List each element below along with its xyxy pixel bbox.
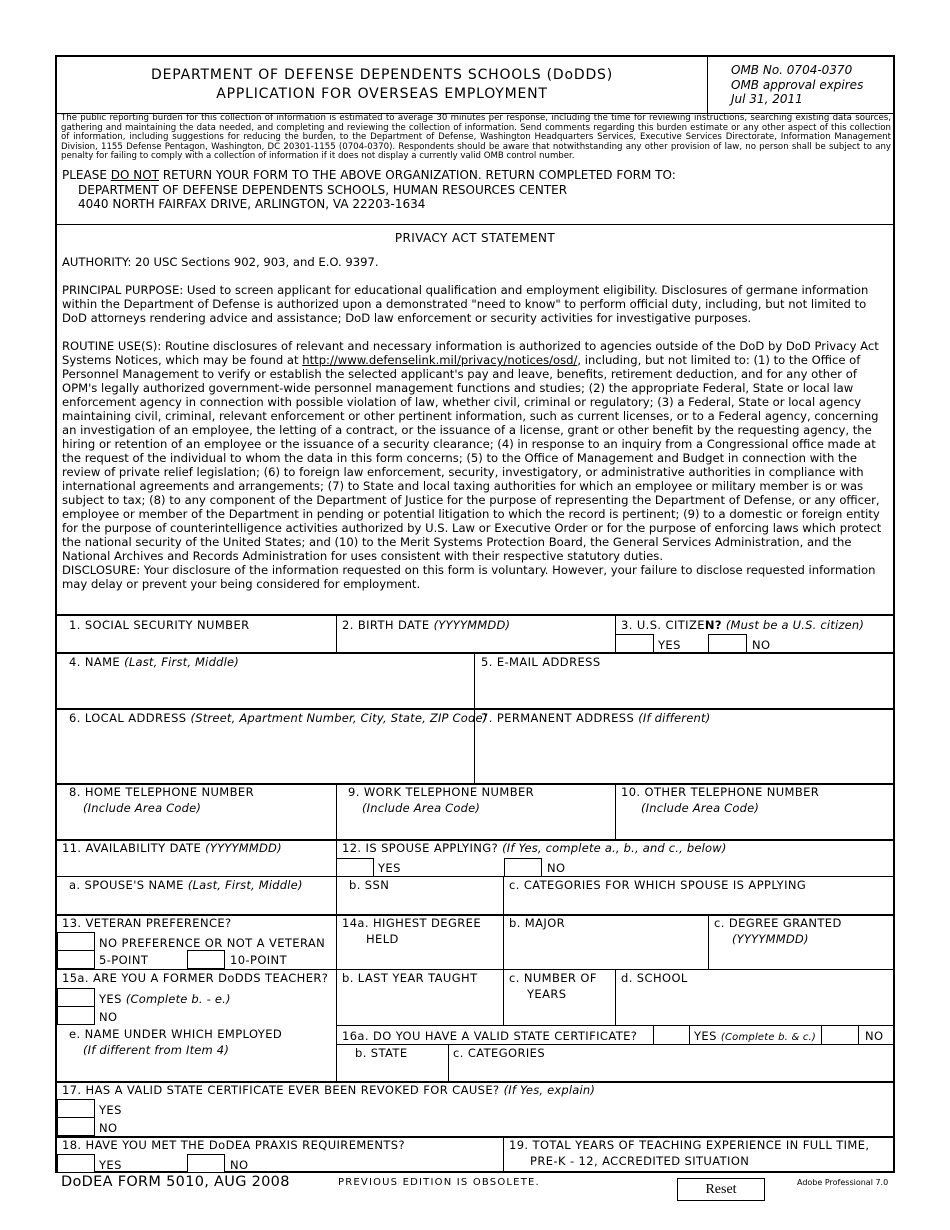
former-teacher-yes-checkbox[interactable] [57, 988, 95, 1007]
name-employed-label: e. NAME UNDER WHICH EMPLOYED [69, 1027, 283, 1041]
revoked-yes-checkbox[interactable] [57, 1099, 95, 1118]
revoked-no-label: NO [99, 1121, 118, 1135]
degree-granted-label: c. DEGREE GRANTED [714, 916, 842, 930]
citizen-yes-checkbox[interactable] [615, 634, 654, 653]
highest-degree-label: 14a. HIGHEST DEGREE [342, 916, 481, 930]
number-of-years-label: c. NUMBER OF [509, 971, 597, 985]
praxis-label: 18. HAVE YOU MET THE DoDEA PRAXIS REQUIREMENTS? [62, 1138, 405, 1152]
former-teacher-no-checkbox[interactable] [57, 1006, 95, 1025]
degree-granted-format: (YYYYMMDD) [732, 932, 809, 946]
other-phone-area-note: (Include Area Code) [641, 801, 760, 815]
burden-statement: The public reporting burden for this collection of information is estimated to average 30 minutes per response, including the time for reviewing instructions, searching existing data sources, gathering and maintaining the data needed, and completing and reviewing the collection of information. Send comments regarding this burden estimate or any other aspect of this collection of information, including suggestions for reducing the burden, to the Department of Defense, Washington Headquarters Services, Executive Services Directorate, Information Management Division, 1155 Defense Pentagon, Washington, DC 20301-1155 (0704-0370). Respondents should be aware that notwithstanding any other provision of law, no person shall be subject to any penalty for failing to comply with a collection of information if it does not display a currently valid OMB control number. [61, 113, 891, 161]
return-instructions: PLEASE DO NOT RETURN YOUR FORM TO THE ABOVE ORGANIZATION. RETURN COMPLETED FORM TO: DEPARTMENT OF DEFENSE DEPENDENTS SCHOOLS, HUMAN RESOURCES CENTER 4040 NORTH FAIRFAX DRIVE, ARLINGTON, VA 22203-1634 [62, 168, 676, 211]
praxis-yes-label: YES [99, 1158, 122, 1172]
previous-edition-note: PREVIOUS EDITION IS OBSOLETE. [338, 1177, 540, 1188]
teaching-experience-label-2: PRE-K - 12, ACCREDITED SITUATION [530, 1154, 750, 1168]
praxis-no-label: NO [230, 1158, 249, 1172]
omb-expires-label: OMB approval expires [731, 78, 864, 92]
state-certificate-label: 16a. DO YOU HAVE A VALID STATE CERTIFICATE? [342, 1029, 638, 1043]
disclosure-text: DISCLOSURE: Your disclosure of the information requested on this form is voluntary. However, your failure to disclose requested information may delay or prevent your being considered for employment. [62, 563, 876, 591]
ten-point-checkbox[interactable] [187, 950, 225, 969]
number-of-years-label-2: YEARS [527, 987, 567, 1001]
home-phone-label: 8. HOME TELEPHONE NUMBER [69, 785, 254, 799]
certificate-yes-checkbox[interactable] [653, 1025, 690, 1045]
birth-date-label: 2. BIRTH DATE (YYYYMMDD) [342, 618, 511, 632]
routine-uses-text: ROUTINE USE(S): Routine disclosures of relevant and necessary information is authorized to agencies outside of the DoD by DoD Privacy Act Systems Notices, which may be found at http://www.defenselink.mil/privacy/notices/osd/, including, but not limited to: (1) to the Office of Personnel Management to verify or establish the selected applicant's pay and leave, benefits, retirement deduction, and for any other of OPM's legally authorized government-wide personnel management functions and studies; (2) the appropriate Federal, State or local law enforcement agency in connection with possible violation of law, whether civil, criminal or regulatory; (3) a Federal, State or local agency maintaining civil, criminal, relevant enforcement or other pertinent information, such as current licenses, or to a Federal agency, concerning an investigation of an employee, the letting of a contract, or the issuance of a license, grant or other benefit by the requesting agency, the hiring or retention of an employee or the issuance of a security clearance; (4) in response to an inquiry from a Congressional office made at the request of the individual to whom the data in this form concerns; (5) to the Office of Management and Budget in connection with the review of private relief legislation; (6) to foreign law enforcement, security, investigatory, or administrative authorities in compliance with international agreements and arrangements; (7) to State and local taxing authorities for which an employee or military member is or was subject to tax; (8) to any component of the Department of Justice for the purpose of representing the Department of Defense, or any officer, employee or member of the Department in pending or potential litigation to which the record is pertinent; (9) to a domestic or foreign entity for the purpose of counterintelligence activities authorized by U.S. Law or Executive Order or for the purpose of enforcing laws which protect the national security of the United States; and (10) to the Merit Systems Protection Board, the General Services Administration, and the National Archives and Records Administration for uses consistent with their respective statutory duties. [62, 339, 882, 563]
highest-degree-label-2: HELD [366, 932, 399, 946]
veteran-preference-label: 13. VETERAN PREFERENCE? [62, 916, 232, 930]
omb-number: OMB No. 0704-0370 [731, 63, 853, 77]
spouse-yes-label: YES [378, 861, 401, 875]
spouse-yes-checkbox[interactable] [336, 858, 374, 877]
former-teacher-yes-label: YES (Complete b. - e.) [99, 992, 231, 1006]
former-teacher-no-label: NO [99, 1010, 118, 1024]
five-point-label: 5-POINT [99, 953, 149, 967]
authority-text: AUTHORITY: 20 USC Sections 902, 903, and E.O. 9397. [62, 255, 379, 269]
spouse-no-label: NO [547, 861, 566, 875]
last-year-taught-label: b. LAST YEAR TAUGHT [342, 971, 478, 985]
school-label: d. SCHOOL [621, 971, 688, 985]
certificate-revoked-label: 17. HAS A VALID STATE CERTIFICATE EVER BEEN REVOKED FOR CAUSE? (If Yes, explain) [62, 1083, 596, 1097]
spouse-applying-label: 12. IS SPOUSE APPLYING? (If Yes, complete a., b., and c., below) [342, 841, 727, 855]
work-phone-area-note: (Include Area Code) [362, 801, 481, 815]
form-title-line1: DEPARTMENT OF DEFENSE DEPENDENTS SCHOOLS (DoDDS) [151, 67, 613, 83]
ten-point-label: 10-POINT [230, 953, 287, 967]
five-point-checkbox[interactable] [57, 950, 95, 969]
citizen-label: 3. U.S. CITIZEN? (Must be a U.S. citizen) [621, 618, 865, 632]
citizen-no-checkbox[interactable] [708, 634, 747, 653]
major-label: b. MAJOR [509, 916, 566, 930]
spouse-name-label: a. SPOUSE'S NAME (Last, First, Middle) [69, 878, 303, 892]
local-address-label: 6. LOCAL ADDRESS (Street, Apartment Number, City, State, ZIP Code) [69, 711, 488, 725]
certificate-no-checkbox[interactable] [821, 1025, 859, 1045]
no-preference-checkbox[interactable] [57, 932, 95, 951]
availability-date-label: 11. AVAILABILITY DATE (YYYYMMDD) [62, 841, 282, 855]
home-phone-area-note: (Include Area Code) [83, 801, 202, 815]
reset-button[interactable]: Reset [677, 1178, 765, 1201]
form-page [55, 55, 895, 1173]
certificate-no-label: NO [865, 1029, 884, 1043]
certificate-state-label: b. STATE [355, 1046, 408, 1060]
former-teacher-label: 15a. ARE YOU A FORMER DoDDS TEACHER? [62, 971, 329, 985]
permanent-address-label: 7. PERMANENT ADDRESS (If different) [481, 711, 711, 725]
spouse-no-checkbox[interactable] [504, 858, 542, 877]
citizen-yes-label: YES [658, 638, 681, 652]
praxis-no-checkbox[interactable] [187, 1154, 225, 1173]
certificate-categories-label: c. CATEGORIES [453, 1046, 546, 1060]
spouse-categories-label: c. CATEGORIES FOR WHICH SPOUSE IS APPLYING [509, 878, 807, 892]
privacy-act-heading: PRIVACY ACT STATEMENT [394, 231, 556, 245]
revoked-yes-label: YES [99, 1103, 122, 1117]
name-label: 4. NAME (Last, First, Middle) [69, 655, 239, 669]
omb-expires-date: Jul 31, 2011 [731, 92, 803, 106]
form-id: DoDEA FORM 5010, AUG 2008 [61, 1174, 290, 1190]
certificate-yes-label: YES (Complete b. & c.) [694, 1029, 816, 1043]
ssn-label: 1. SOCIAL SECURITY NUMBER [69, 618, 250, 632]
form-title-line2: APPLICATION FOR OVERSEAS EMPLOYMENT [216, 86, 548, 102]
name-employed-note: (If different from Item 4) [83, 1043, 230, 1057]
no-preference-label: NO PREFERENCE OR NOT A VETERAN [99, 936, 326, 950]
other-phone-label: 10. OTHER TELEPHONE NUMBER [621, 785, 820, 799]
teaching-experience-label: 19. TOTAL YEARS OF TEACHING EXPERIENCE IN FULL TIME, [509, 1138, 870, 1152]
email-label: 5. E-MAIL ADDRESS [481, 655, 601, 669]
spouse-ssn-label: b. SSN [349, 878, 390, 892]
praxis-yes-checkbox[interactable] [57, 1154, 95, 1173]
citizen-no-label: NO [752, 638, 771, 652]
privacy-notices-link[interactable]: http://www.defenselink.mil/privacy/notices/osd/ [302, 353, 578, 367]
adobe-version: Adobe Professional 7.0 [797, 1178, 889, 1187]
work-phone-label: 9. WORK TELEPHONE NUMBER [348, 785, 535, 799]
revoked-no-checkbox[interactable] [57, 1117, 95, 1136]
principal-purpose-text: PRINCIPAL PURPOSE: Used to screen applicant for educational qualification and employment eligibility. Disclosures of germane information within the Department of Defense is authorized upon a demonstrated "need to know" to perform official duty, including, but not limited to DoD attorneys rendering advice and assistance; DoD law enforcement or security activities for investigative purposes. [62, 283, 869, 325]
